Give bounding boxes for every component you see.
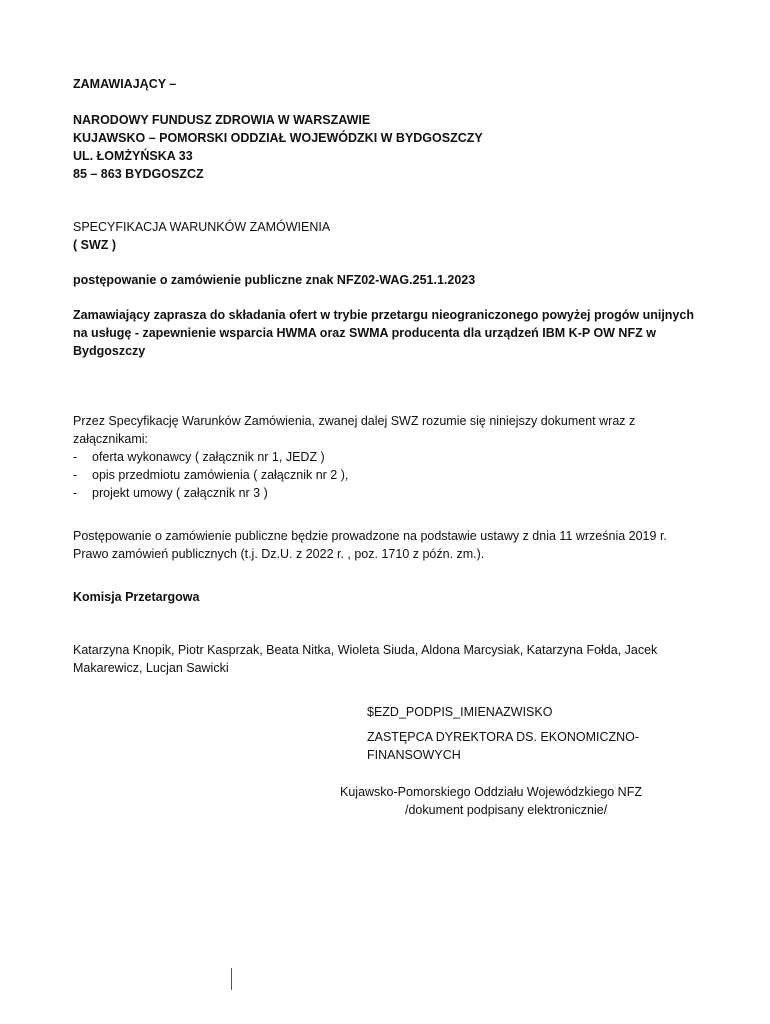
legal-basis-paragraph [73, 527, 673, 563]
addressee-label [73, 75, 713, 93]
committee-members [73, 641, 703, 677]
address-line: NARODOWY FUNDUSZ ZDROWIA W WARSZAWIE [73, 113, 371, 127]
signatory-position-cont: FINANSOWYCH [367, 748, 461, 762]
address-block [73, 111, 713, 183]
attachment-item [73, 466, 698, 484]
address-line: 85 – 863 BYDGOSZCZ [73, 167, 204, 181]
text-cursor [231, 968, 232, 990]
committee-members-text: Katarzyna Knopik, Piotr Kasprzak, Beata Nitka, Wioleta Siuda, Aldona Marcysiak, Katarzyna Fołda, Jacek Makarewicz, Lucjan Sawicki [73, 643, 658, 675]
intro-text: Przez Specyfikację Warunków Zamówienia, zwanej dalej SWZ rozumie się niniejszy dokument wraz z załącznikami: [73, 414, 636, 446]
invitation-line-2: na usługę - zapewnienie wsparcia HWMA oraz SWMA producenta dla urządzeń IBM K-P OW NFZ w Bydgoszczy [73, 326, 656, 358]
address-line: KUJAWSKO – POMORSKI ODDZIAŁ WOJEWÓDZKI W BYDGOSZCZY [73, 131, 483, 145]
address-line: UL. ŁOMŻYŃSKA 33 [73, 149, 193, 163]
procedure-text: postępowanie o zamówienie publiczne znak NFZ02-WAG.251.1.2023 [73, 273, 476, 287]
attachment-text: projekt umowy ( załącznik nr 3 ) [92, 486, 268, 500]
addressee-text: ZAMAWIAJĄCY – [73, 77, 177, 91]
signed-electronically-note: /dokument podpisany elektronicznie/ [405, 803, 608, 817]
spec-abbr: ( SWZ ) [73, 238, 117, 252]
list-dash: - [73, 450, 78, 464]
invitation-paragraph [73, 306, 698, 360]
signature-placeholder: $EZD_PODPIS_IMIENAZWISKO [367, 705, 553, 719]
list-dash: - [73, 468, 78, 482]
list-dash: - [73, 486, 78, 500]
committee-heading [73, 588, 713, 606]
department-block [340, 783, 685, 819]
attachment-text: oferta wykonawcy ( załącznik nr 1, JEDZ ) [92, 450, 325, 464]
signatory-position: ZASTĘPCA DYREKTORA DS. EKONOMICZNO- [367, 730, 640, 744]
attachment-item [73, 484, 698, 502]
intro-paragraph [73, 412, 698, 502]
procedure-reference [73, 271, 713, 289]
attachment-item [73, 448, 698, 466]
department-name: Kujawsko-Pomorskiego Oddziału Wojewódzkiego NFZ [340, 785, 642, 799]
signature-block [367, 703, 687, 764]
invitation-line-1: Zamawiający zaprasza do składania ofert w trybie przetargu nieograniczonego powyżej progów unijnych [73, 308, 694, 322]
committee-title: Komisja Przetargowa [73, 590, 200, 604]
legal-text: Postępowanie o zamówienie publiczne będzie prowadzone na podstawie ustawy z dnia 11 września 2019 r. Prawo zamówień publicznych (t.j. Dz.U. z 2022 r. , poz. 1710 z późn. zm.). [73, 529, 667, 561]
spec-title: SPECYFIKACJA WARUNKÓW ZAMÓWIENIA [73, 220, 331, 234]
spec-heading [73, 218, 713, 254]
attachment-text: opis przedmiotu zamówienia ( załącznik nr 2 ), [92, 468, 349, 482]
